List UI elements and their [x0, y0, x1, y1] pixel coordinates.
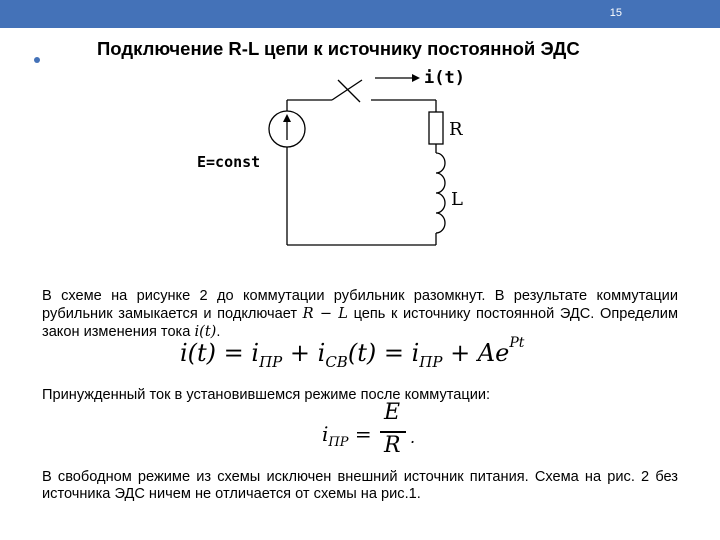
page-number: 15 [609, 7, 622, 19]
paragraph-1: В схеме на рисунке 2 до коммутации рубильник разомкнут. В результате коммутации рубильник замыкается и подключает R − L цепь к источнику постоянной ЭДС. Определим закон изменения тока i(t). [42, 288, 678, 340]
switch-blade [332, 80, 362, 100]
inductor-label: L [451, 189, 463, 210]
source-label: E=const [197, 153, 261, 171]
paragraph-2: Принужденный ток в установившемся режиме после коммутации: [42, 387, 491, 403]
current-label: i(t) [424, 68, 465, 88]
inductor-icon [436, 153, 445, 233]
current-arrowhead-icon [412, 74, 420, 82]
resistor-label: R [449, 119, 463, 140]
source-arrowhead-icon [283, 114, 291, 122]
slide-title: Подключение R-L цепи к источнику постоянной ЭДС [97, 38, 580, 59]
equation-current: $i(t) = i_{ПР} + i_{СВ}(t) = i_{ПР} + Ae^{Pt}$ [180, 335, 525, 371]
resistor-icon [429, 112, 443, 144]
paragraph-3: В свободном режиме из схемы исключен внешний источник питания. Схема на рис. 2 без источника ЭДС ничем не отличается от схемы на рис.1. [42, 469, 678, 502]
